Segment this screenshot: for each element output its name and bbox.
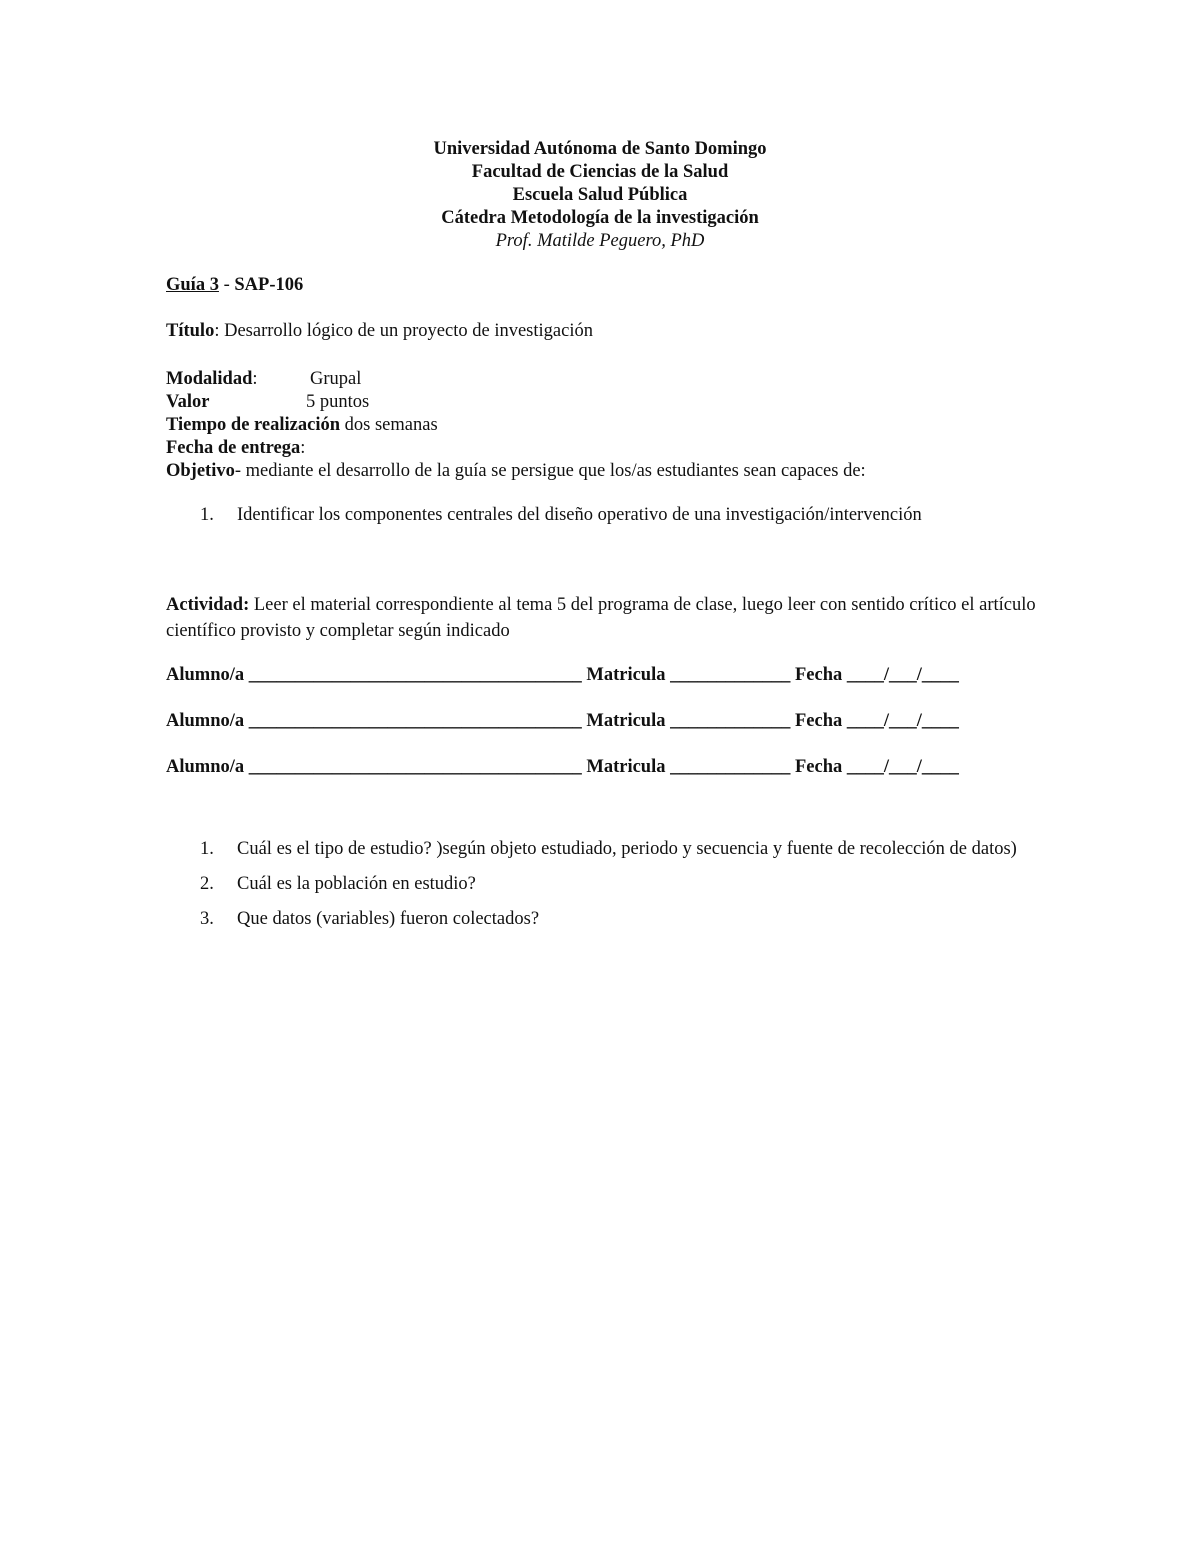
list-item-text: Que datos (variables) fueron colectados? <box>237 909 540 929</box>
fecha-entrega-colon: : <box>300 438 306 458</box>
list-item <box>166 868 1036 901</box>
faculty-name: Facultad de Ciencias de la Salud <box>471 162 729 182</box>
guide-separator: - <box>218 275 235 295</box>
valor-row <box>166 391 1046 414</box>
school-name: Escuela Salud Pública <box>512 185 688 205</box>
document-header <box>0 138 1200 253</box>
objetivo-label: Objetivo <box>166 461 235 481</box>
tiempo-value: dos semanas <box>340 415 438 435</box>
modalidad-value: Grupal <box>310 369 362 389</box>
list-item <box>166 833 1036 866</box>
fecha-entrega-label: Fecha de entrega <box>166 438 301 458</box>
list-item <box>166 903 1036 936</box>
title-line <box>166 320 1046 343</box>
guide-line <box>166 274 1046 297</box>
questions-list <box>166 833 1036 938</box>
tiempo-row <box>166 414 1046 437</box>
list-item-text: Cuál es la población en estudio? <box>237 874 476 894</box>
modalidad-colon: : <box>252 369 258 389</box>
list-item-number: 1. <box>200 505 214 525</box>
objetivo-row <box>166 460 1046 483</box>
title-value: Desarrollo lógico de un proyecto de investigación <box>224 321 593 341</box>
list-item-text: Identificar los componentes centrales del diseño operativo de una investigación/intervención <box>237 505 922 525</box>
valor-label: Valor <box>166 392 210 412</box>
student-row[interactable]: Alumno/a ____________________________________ Matricula _____________ Fecha ____/___/____ <box>166 665 959 685</box>
activity-paragraph <box>166 592 1046 644</box>
student-row[interactable]: Alumno/a ____________________________________ Matricula _____________ Fecha ____/___/____ <box>166 711 959 731</box>
list-item-number: 2. <box>200 874 214 894</box>
university-name: Universidad Autónoma de Santo Domingo <box>433 139 767 159</box>
guide-label: Guía 3 <box>166 275 219 295</box>
objetivo-text: - mediante el desarrollo de la guía se persigue que los/as estudiantes sean capaces de: <box>234 461 866 481</box>
modalidad-label: Modalidad <box>166 369 253 389</box>
title-colon: : <box>214 321 225 341</box>
professor-name: Prof. Matilde Peguero, PhD <box>495 231 705 251</box>
list-item-text: Cuál es el tipo de estudio? )según objeto estudiado, periodo y secuencia y fuente de recolección de datos) <box>237 839 1017 859</box>
guide-code: SAP-106 <box>234 275 304 295</box>
student-fields <box>166 662 1066 800</box>
list-item-number: 3. <box>200 909 214 929</box>
assignment-details <box>166 368 1046 483</box>
list-item-number: 1. <box>200 839 214 859</box>
activity-text: Leer el material correspondiente al tema 5 del programa de clase, luego leer con sentido crítico el artículo científico provisto y completar según indicado <box>166 595 1036 641</box>
activity-label: Actividad: <box>166 595 250 615</box>
title-label: Título <box>166 321 215 341</box>
modalidad-row <box>166 368 1046 391</box>
student-row[interactable]: Alumno/a ____________________________________ Matricula _____________ Fecha ____/___/____ <box>166 757 959 777</box>
valor-value: 5 puntos <box>306 392 370 412</box>
list-item <box>166 504 1036 527</box>
chair-name: Cátedra Metodología de la investigación <box>441 208 759 228</box>
fecha-entrega-row <box>166 437 1046 460</box>
objectives-list <box>166 504 1036 527</box>
tiempo-label: Tiempo de realización <box>166 415 341 435</box>
